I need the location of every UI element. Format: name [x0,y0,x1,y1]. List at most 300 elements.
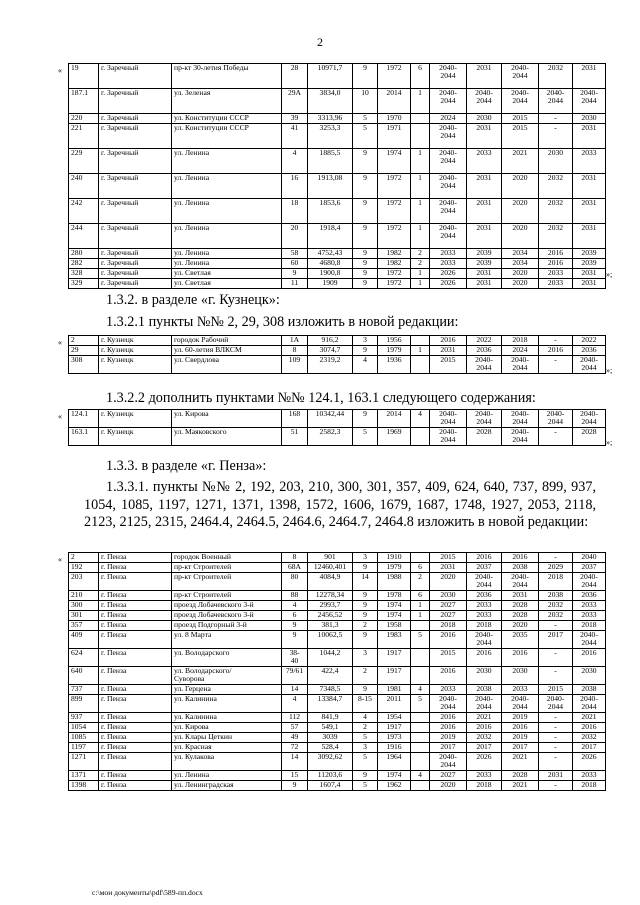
table-cell: 1913,08 [308,174,353,199]
table-cell: 9 [282,621,308,631]
table-cell: 2036 [573,346,606,356]
table-cell: 6 [411,64,430,89]
table-cell: 9 [353,601,378,611]
table-cell: 4 [282,601,308,611]
table-cell: ул. Маяковского [172,428,282,446]
table-cell: 640 [69,667,99,685]
table-cell [411,428,430,446]
table-cell: 2018 [539,573,573,591]
table-cell: 28 [282,64,308,89]
table-cell: г. Пенза [99,771,172,781]
table-cell: 9 [282,269,308,279]
table-cell: 192 [69,563,99,573]
table-cell: 422,4 [308,667,353,685]
table-cell: ул. Кирова [172,410,282,428]
table-cell: 937 [69,713,99,723]
table-cell: 2 [69,553,99,563]
table-cell: 2031 [467,174,502,199]
table-cell: 2040- 2044 [573,631,606,649]
table-cell: 14 [282,753,308,771]
table-cell: - [539,649,573,667]
table-cell: 109 [282,356,308,374]
table-row [69,753,606,771]
table-cell: 1964 [378,753,411,771]
table-cell: 329 [69,279,99,289]
table-cell: 16 [282,174,308,199]
table-cell: ул. Клары Цеткин [172,733,282,743]
table-cell: 2040- 2044 [430,753,467,771]
table-cell: г. Заречный [99,124,172,149]
table-cell: 1 [411,346,430,356]
table-cell: 1972 [378,64,411,89]
quote-open-4: « [58,555,62,564]
table-cell: г. Заречный [99,114,172,124]
table-cell: 1 [411,174,430,199]
table-cell: 1607,4 [308,781,353,791]
section-1-3-2: 1.3.2. в разделе «г. Кузнецк»: [106,292,280,308]
table-cell: 1972 [378,199,411,224]
table-cell: 2015 [430,649,467,667]
table-cell [411,336,430,346]
table-cell: 9 [353,611,378,621]
table-cell: 19 [69,64,99,89]
table-cell: - [539,356,573,374]
table-cell: ул. Володарского/ Суворова [172,667,282,685]
table-cell: - [539,621,573,631]
table-cell: 2040- 2044 [430,224,467,249]
table-cell: 2017 [430,743,467,753]
table-row [69,649,606,667]
table-cell: 2016 [467,723,502,733]
table-cell: 244 [69,224,99,249]
table-cell: г. Пенза [99,631,172,649]
table-cell: 2018 [467,621,502,631]
table-cell: 4 [353,356,378,374]
table-cell: 210 [69,591,99,601]
table-cell: 2026 [430,269,467,279]
table-cell: 2016 [502,553,539,563]
table-cell: г. Пенза [99,563,172,573]
table-cell: 2020 [430,781,467,791]
table-cell: 3834,0 [308,89,353,114]
table-cell: 2319,2 [308,356,353,374]
table-cell: 9 [353,346,378,356]
table-row [69,64,606,89]
quote-open-2: « [58,338,62,347]
table-cell: 2015 [430,356,467,374]
table-cell: 916,2 [308,336,353,346]
table-cell: 2040- 2044 [539,89,573,114]
table-cell: 2014 [378,89,411,114]
table-cell: 9 [353,199,378,224]
table-cell: 1197 [69,743,99,753]
table-cell: 1085 [69,733,99,743]
table-cell: 2040- 2044 [467,89,502,114]
table-cell: 49 [282,733,308,743]
table-cell: 80 [282,573,308,591]
table-cell: ул. Конституции СССР [172,124,282,149]
table-cell: 2038 [502,563,539,573]
table-cell: 2033 [430,259,467,269]
table-row [69,771,606,781]
table-cell: 2030 [467,114,502,124]
table-cell: 2031 [467,269,502,279]
table-cell: - [539,753,573,771]
table-cell: 2028 [502,611,539,621]
table-cell: г. Пенза [99,591,172,601]
table-cell: 2017 [502,743,539,753]
table-cell: проезд Подгорный 3-й [172,621,282,631]
table-cell: 2014 [378,410,411,428]
table-cell: 220 [69,114,99,124]
table-cell: 2027 [430,601,467,611]
table-cell: ул. Красная [172,743,282,753]
table-cell: 4 [411,410,430,428]
table-row [69,631,606,649]
table-cell: 2039 [573,249,606,259]
table-row [69,743,606,753]
table-cell: 203 [69,573,99,591]
table-cell: - [539,713,573,723]
table-cell: 2024 [430,114,467,124]
table-cell: 2 [353,723,378,733]
table-cell: 38- 40 [282,649,308,667]
table-cell: 308 [69,356,99,374]
table-cell: 2021 [502,753,539,771]
table-cell: 409 [69,631,99,649]
table-cell: 2033 [573,601,606,611]
table-kuznetsk-1 [68,335,606,374]
table-cell: 2021 [573,713,606,723]
table-penza [68,552,606,791]
table-cell: г. Пенза [99,611,172,621]
table-cell: ул. 60-летия ВЛКСМ [172,346,282,356]
table-cell: 9 [353,174,378,199]
table-cell: 2016 [430,723,467,733]
table-cell: - [539,667,573,685]
table-cell: 1054 [69,723,99,733]
table-cell: 2031 [573,64,606,89]
table-cell: 51 [282,428,308,446]
table-cell: 2035 [502,631,539,649]
table-cell: 2040- 2044 [467,695,502,713]
table-cell: 2034 [502,259,539,269]
table-cell: 10971,7 [308,64,353,89]
table-cell: 1983 [378,631,411,649]
table-cell: 1970 [378,114,411,124]
table-cell: 1936 [378,356,411,374]
quote-close-3: »; [606,438,613,447]
table-cell: 2024 [502,346,539,356]
table-cell: 2040- 2044 [502,64,539,89]
table-cell: 2019 [502,733,539,743]
table-cell: 1900,8 [308,269,353,279]
table-cell: 2040- 2044 [430,64,467,89]
table-cell: 2016 [502,649,539,667]
table-cell: 3092,62 [308,753,353,771]
table-cell: г. Пенза [99,733,172,743]
table-cell: 2039 [467,259,502,269]
section-1-3-2-2: 1.3.2.2 дополнить пунктами №№ 124.1, 163.1 следующего содержания: [106,390,536,406]
table-cell: 2040- 2044 [573,695,606,713]
table-cell [411,733,430,743]
table-cell: 18 [282,199,308,224]
table-cell: 2034 [502,249,539,259]
table-cell: 2021 [502,781,539,791]
table-cell: 1972 [378,174,411,199]
table-cell: 2031 [467,199,502,224]
table-cell: 2020 [430,573,467,591]
section-1-3-3-1: 1.3.3.1. пункты №№ 2, 192, 203, 210, 300, 301, 357, 409, 624, 640, 737, 899, 937, 1054, 1085, 1197, 1271, 1371, 1398, 1572, 1606, 1679, 1687, 1748, 1927, 2053, 2118, 2123, 2125, 2315, 2464.4, 2464.5, 2464.6, 2464.7, 2464.8 изложить в новой редакции: [84,479,596,530]
table-cell: 2015 [502,124,539,149]
table-cell: 2031 [539,771,573,781]
table-cell: 1371 [69,771,99,781]
table-cell: 2016 [430,667,467,685]
table-cell: г. Кузнецк [99,428,172,446]
table-cell: 3074,7 [308,346,353,356]
table-cell: 8 [282,346,308,356]
table-cell: 2032 [539,174,573,199]
table-cell: 1398 [69,781,99,791]
table-cell: 1973 [378,733,411,743]
table-cell: 2026 [430,279,467,289]
table-cell: 1962 [378,781,411,791]
table-cell: г. Заречный [99,149,172,174]
table-cell: ул. Ленина [172,259,282,269]
table-cell: 9 [353,249,378,259]
table-cell: 2038 [467,685,502,695]
table-cell: 2033 [467,611,502,621]
table-cell: 1917 [378,667,411,685]
table-cell: 2016 [573,723,606,733]
table-cell: 2040- 2044 [573,410,606,428]
table-cell: 2039 [573,259,606,269]
table-cell: 2028 [502,771,539,781]
table-cell: 2021 [502,149,539,174]
table-row [69,259,606,269]
table-cell: - [539,428,573,446]
table-cell: 2032 [573,733,606,743]
table-cell [411,621,430,631]
table-cell: 2028 [467,428,502,446]
table-cell: ул. Конституции СССР [172,114,282,124]
table-cell: 2020 [502,279,539,289]
table-cell: - [539,743,573,753]
table-cell: г. Заречный [99,259,172,269]
table-cell: 1917 [378,723,411,733]
table-cell: ул. Свердлова [172,356,282,374]
table-cell: пр-кт 30-летия Победы [172,64,282,89]
table-cell: 88 [282,591,308,601]
table-cell: 2031 [467,279,502,289]
table-cell: 1978 [378,591,411,601]
table-cell: г. Пенза [99,685,172,695]
table-cell: г. Пенза [99,621,172,631]
table-cell: 187.1 [69,89,99,114]
table-cell: 9 [353,591,378,601]
table-cell: 9 [353,410,378,428]
table-cell: 8-15 [353,695,378,713]
table-cell: 163.1 [69,428,99,446]
table-cell [411,713,430,723]
table-cell: 2040- 2044 [539,410,573,428]
table-row [69,601,606,611]
table-cell: 841,9 [308,713,353,723]
table-row [69,685,606,695]
table-cell: - [539,723,573,733]
table-cell: 124.1 [69,410,99,428]
table-cell: 9 [353,259,378,269]
table-cell: - [539,114,573,124]
table-cell: ул. 8 Марта [172,631,282,649]
table-cell: 2040- 2044 [430,124,467,149]
table-cell: 1982 [378,259,411,269]
table-cell: 2027 [430,771,467,781]
table-cell: 2018 [573,621,606,631]
table-row [69,124,606,149]
table-cell: 3253,3 [308,124,353,149]
table-cell: г. Пенза [99,667,172,685]
table-cell: 2020 [502,621,539,631]
table-cell: 2017 [539,631,573,649]
table-cell: 300 [69,601,99,611]
table-cell: 1853,6 [308,199,353,224]
table-cell: 2031 [573,124,606,149]
table-cell: 2040- 2044 [430,428,467,446]
table-cell [411,781,430,791]
table-cell: 1974 [378,601,411,611]
table-cell: 2021 [467,713,502,723]
table-cell: 2033 [430,249,467,259]
table-cell: 1918,4 [308,224,353,249]
table-cell: 15 [282,771,308,781]
table-cell: 9 [353,563,378,573]
table-cell: г. Заречный [99,174,172,199]
table-cell: 2040- 2044 [430,410,467,428]
table-cell: 5 [411,695,430,713]
table-cell: 2032 [539,601,573,611]
table-cell: 1044,2 [308,649,353,667]
table-cell: 2040- 2044 [430,199,467,224]
section-1-3-3: 1.3.3. в разделе «г. Пенза»: [106,458,267,474]
table-cell: г. Заречный [99,224,172,249]
table-cell: 2040- 2044 [502,356,539,374]
table-cell: 79/61 [282,667,308,685]
table-cell: ул. Ленина [172,249,282,259]
page-number: 2 [317,35,323,49]
table-cell: 2016 [539,346,573,356]
table-cell: 2031 [573,174,606,199]
table-cell: 2 [353,667,378,685]
table-row [69,781,606,791]
table-cell: ул. Светлая [172,269,282,279]
table-cell: 2040- 2044 [430,695,467,713]
table-cell: 1 [411,89,430,114]
table-cell: 5 [353,733,378,743]
table-cell: 2030 [467,667,502,685]
table-cell: 1958 [378,621,411,631]
table-cell: 2040- 2044 [502,89,539,114]
table-cell: проезд Лобачевского 3-й [172,601,282,611]
table-cell: - [539,336,573,346]
table-cell: 4 [282,149,308,174]
table-cell: 2018 [573,781,606,791]
table-cell: 2016 [430,631,467,649]
table-cell: ул. Зеленая [172,89,282,114]
table-cell: 2020 [502,199,539,224]
table-cell: 4 [353,713,378,723]
table-cell: 2993,7 [308,601,353,611]
table-cell: 2033 [573,611,606,621]
table-cell: 9 [353,631,378,649]
table-cell: - [539,124,573,149]
table-cell: 2030 [539,149,573,174]
table-cell: 301 [69,611,99,621]
table-cell: 2031 [467,64,502,89]
table-cell: 2037 [467,563,502,573]
table-cell: 1979 [378,346,411,356]
table-cell: 1971 [378,124,411,149]
table-row [69,356,606,374]
table-cell: 2016 [430,713,467,723]
table-cell: 901 [308,553,353,563]
table-cell: 2033 [467,601,502,611]
table-cell: 2040- 2044 [467,573,502,591]
quote-close-1: »; [606,270,613,279]
table-cell: 13384,7 [308,695,353,713]
table-cell: ул. Володарского [172,649,282,667]
table-cell: 2031 [573,269,606,279]
table-cell: 2040- 2044 [502,573,539,591]
table-cell: 9 [353,149,378,174]
table-cell: 58 [282,249,308,259]
table-row [69,667,606,685]
table-cell: 9 [353,64,378,89]
table-cell: 2 [353,621,378,631]
table-cell: 229 [69,149,99,174]
table-row [69,269,606,279]
table-cell: 2028 [502,601,539,611]
table-cell: 2011 [378,695,411,713]
table-cell: 2040- 2044 [502,695,539,713]
table-cell: 29 [69,346,99,356]
table-row [69,573,606,591]
table-cell: г. Пенза [99,713,172,723]
table-cell: ул. Светлая [172,279,282,289]
table-cell: 2040- 2044 [467,356,502,374]
table-cell: 2030 [573,667,606,685]
table-cell: 624 [69,649,99,667]
table-row [69,249,606,259]
table-cell: 2016 [467,553,502,563]
table-cell: 2019 [502,713,539,723]
table-cell [411,114,430,124]
table-cell: 2018 [467,781,502,791]
table-cell: 2 [411,249,430,259]
table-cell: г. Кузнецк [99,356,172,374]
table-cell: 2582,3 [308,428,353,446]
table-cell: 5 [353,753,378,771]
table-cell: 328 [69,269,99,279]
table-cell: ул. Герцена [172,685,282,695]
table-cell: 2033 [502,685,539,695]
table-cell [411,723,430,733]
table-cell: 2032 [539,224,573,249]
table-cell: 3313,96 [308,114,353,124]
table-cell: 41 [282,124,308,149]
table-cell: 1885,5 [308,149,353,174]
table-cell: г. Пенза [99,695,172,713]
